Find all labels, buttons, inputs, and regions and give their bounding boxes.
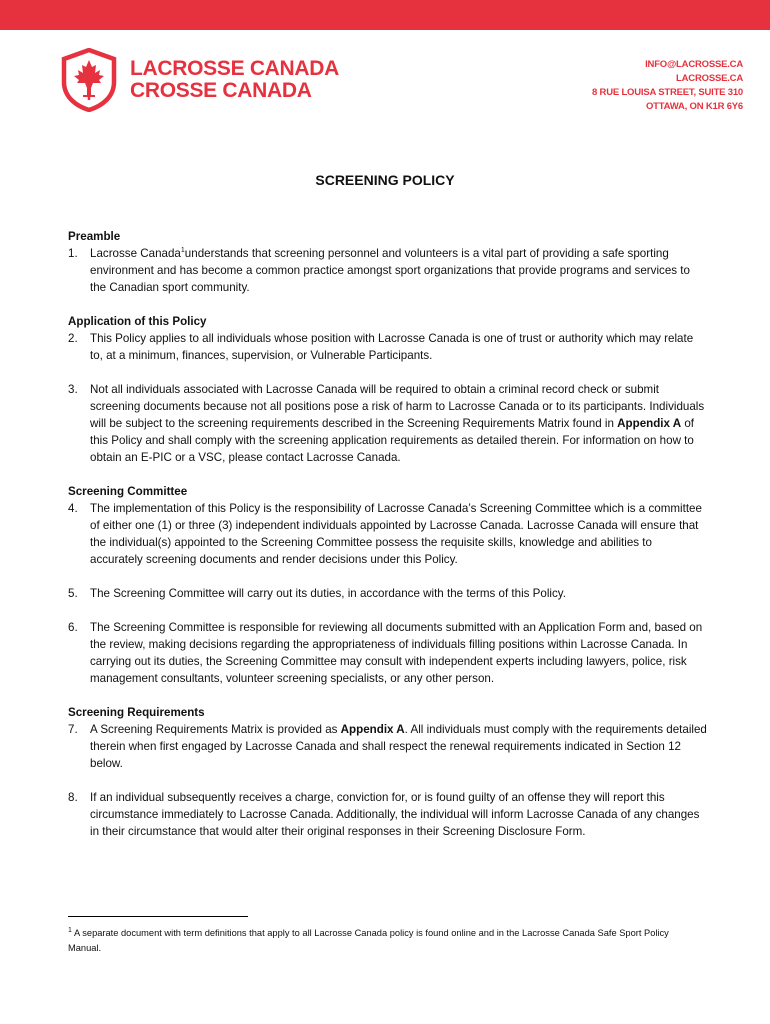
item-number: 3. (68, 383, 78, 396)
top-brand-band (0, 0, 770, 30)
document-body (68, 228, 708, 840)
item-number: 5. (68, 587, 78, 600)
section-heading-requirements: Screening Requirements (68, 706, 205, 719)
section-heading-application: Application of this Policy (68, 315, 207, 328)
item-number: 8. (68, 791, 78, 804)
footnote-divider (68, 916, 248, 917)
item-text: A Screening Requirements Matrix is provided as Appendix A. All individuals must comply with the requirements detailed therein when first engaged by Lacrosse Canada and shall respect the renewal requirements indicated in Section 12 below. (90, 723, 707, 770)
appendix-a-reference: Appendix A (340, 723, 405, 736)
item-text: If an individual subsequently receives a charge, conviction for, or is found guilty of an offense they will report this circumstance immediately to Lacrosse Canada. Additionally, the individual will inform Lacrosse Canada of any changes in their circumstance that would alter their original responses in their Screening Disclosure Form. (90, 791, 700, 838)
list-item-6 (68, 619, 708, 687)
section-heading-preamble: Preamble (68, 230, 121, 243)
item-text: The Screening Committee is responsible for reviewing all documents submitted with an Application Form and, based on the review, making decisions regarding the appropriateness of individuals filling positions within Lacrosse Canada. In carrying out its duties, the Screening Committee may consult with independent experts including lawyers, police, risk management consultants, volunteer screening specialists, or any other person. (90, 621, 703, 685)
list-item-4 (68, 500, 708, 568)
item-text: The implementation of this Policy is the responsibility of Lacrosse Canada’s Screening Committee which is a committee of either one (1) or three (3) independent individuals appointed by Lacrosse Canada. Lacrosse Canada will ensure that the individual(s) appointed to the Screening Committee possess the requisite skills, knowledge and abilities to accurately screening documents and render decisions under this Policy. (90, 502, 702, 566)
item-text: Not all individuals associated with Lacrosse Canada will be required to obtain a criminal record check or submit screening documents because not all positions pose a risk of harm to Lacrosse Canada or to its participants. Individuals will be subject to the screening requirements described in the Screening Requirements Matrix found in Appendix A of this Policy and shall comply with the screening application requirements as detailed therein. For information on how to obtain an E-PIC or a VSC, please contact Lacrosse Canada. (90, 383, 705, 464)
contact-city-address: OTTAWA, ON K1R 6Y6 (645, 101, 743, 112)
footnote (68, 926, 698, 956)
footnote-text: A separate document with term definitions that apply to all Lacrosse Canada policy is found online and in the Lacrosse Canada Safe Sport Policy Manual. (68, 928, 669, 953)
logo-text-english: LACROSSE CANADA (130, 57, 340, 80)
contact-street-address: 8 RUE LOUISA STREET, SUITE 310 (592, 87, 743, 98)
list-item-3 (68, 381, 708, 466)
item-number: 6. (68, 621, 78, 634)
contact-website[interactable]: LACROSSE.CA (676, 73, 743, 84)
item-text: The Screening Committee will carry out its duties, in accordance with the terms of this Policy. (90, 587, 566, 600)
logo-text-french: CROSSE CANADA (130, 79, 312, 102)
item-number: 4. (68, 502, 78, 515)
item-number: 2. (68, 332, 78, 345)
item-text: This Policy applies to all individuals whose position with Lacrosse Canada is one of trust or authority which may relate to, at a minimum, finances, supervision, or Vulnerable Participants. (90, 332, 694, 362)
list-item-7 (68, 721, 708, 772)
footnote-reference: 1 (180, 247, 185, 255)
list-item-1 (68, 245, 708, 296)
document-title: SCREENING POLICY (315, 172, 455, 188)
item-number: 7. (68, 723, 78, 736)
section-heading-committee: Screening Committee (68, 485, 188, 498)
footnote-marker: 1 (68, 926, 72, 934)
contact-block (592, 58, 743, 114)
item-number: 1. (68, 247, 78, 260)
list-item-8 (68, 789, 708, 840)
list-item-5 (68, 585, 708, 602)
contact-email[interactable]: INFO@LACROSSE.CA (645, 59, 743, 70)
item-text: Lacrosse Canada$^1$understands that screening personnel and volunteers is a vital part of providing a safe sporting environment and has become a common practice amongst sport organizations that provide programs and services to the Canadian sport community. (90, 247, 690, 294)
maple-leaf-shield-icon (60, 48, 118, 112)
appendix-a-reference: Appendix A (617, 417, 682, 430)
list-item-2 (68, 330, 708, 364)
lacrosse-canada-logo (60, 48, 339, 112)
